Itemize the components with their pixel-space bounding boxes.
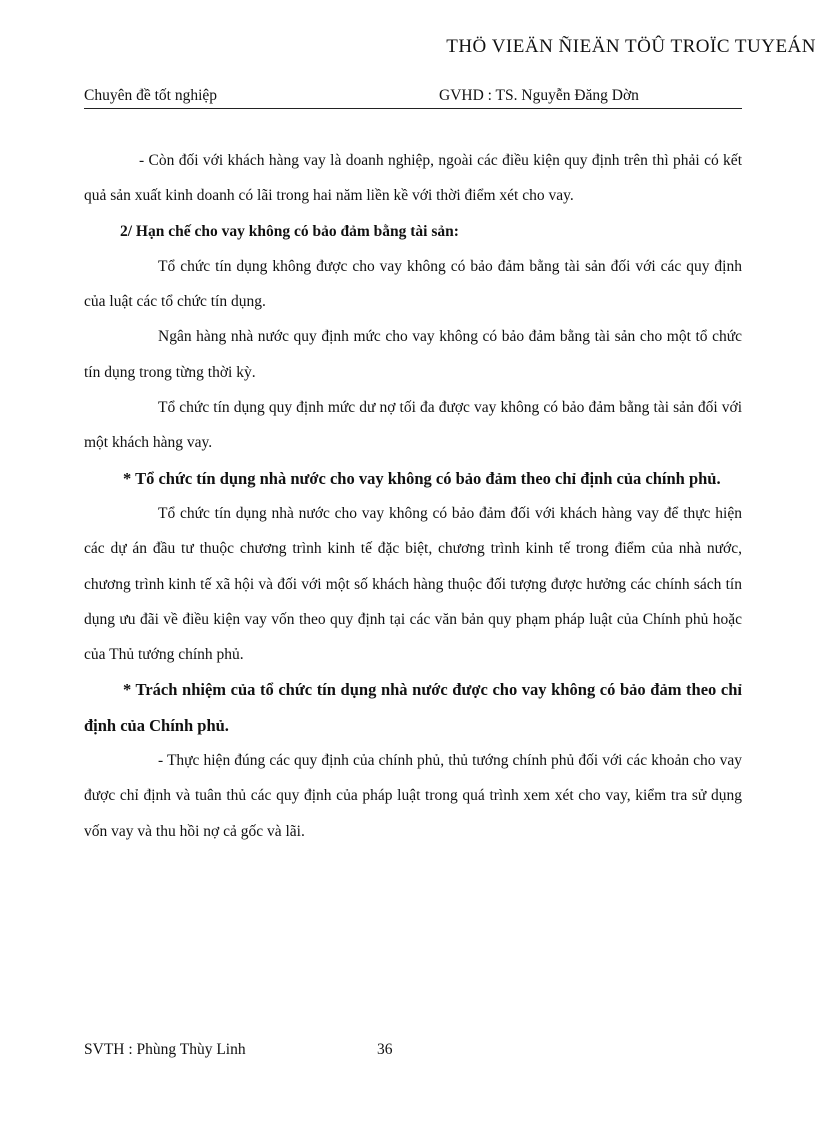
paragraph-credit-institution-rule: Tổ chức tín dụng không được cho vay không có bảo đảm bằng tài sản đối với các quy định của luật các tổ chức tín dụng. [84, 257, 742, 311]
page-header [84, 86, 742, 109]
library-watermark: THÖ VIEÄN ÑIEÄN TÖÛ TROÏC TUYEÁN [446, 36, 816, 57]
section-heading-unsecured-limits: 2/ Hạn chế cho vay không có bảo đảm bằng tài sản: [120, 222, 459, 240]
header-document-type: Chuyên đề tốt nghiệp [84, 87, 218, 104]
document-body [84, 143, 742, 849]
paragraph-business-borrower: - Còn đối với khách hàng vay là doanh nghiệp, ngoài các điều kiện quy định trên thì phải có kết quả sản xuất kinh doanh có lãi trong hai năm liền kề với thời điểm xét cho vay. [84, 152, 742, 205]
section-heading-government-designation: * Tổ chức tín dụng nhà nước cho vay không có bảo đảm theo chỉ định của chính phủ. [123, 468, 721, 488]
paragraph-max-debt-rule: Tổ chức tín dụng quy định mức dư nợ tối đa được vay không có bảo đảm bằng tài sản đối với một khách hàng vay. [84, 399, 742, 452]
page-number: 36 [377, 1041, 393, 1058]
section-heading-responsibilities: * Trách nhiệm của tổ chức tín dụng nhà nước được cho vay không có bảo đảm theo chỉ định của Chính phủ. [84, 680, 742, 735]
paragraph-government-projects: Tổ chức tín dụng nhà nước cho vay không có bảo đảm đối với khách hàng vay để thực hiện các dự án đầu tư thuộc chương trình kinh tế đặc biệt, chương trình kinh tế trong điểm của nhà nước, chương trình kinh tế xã hội và đối với một số khách hàng thuộc đối tượng được hưởng các chính sách tín dụng ưu đãi về điều kiện vay vốn theo quy định tại các văn bản quy phạm pháp luật của Chính phủ hoặc của Thủ tướng chính phủ. [84, 504, 742, 664]
paragraph-compliance: - Thực hiện đúng các quy định của chính phủ, thủ tướng chính phủ đối với các khoản cho vay được chỉ định và tuân thủ các quy định của pháp luật trong quá trình xem xét cho vay, kiểm tra sử dụng vốn vay và thu hồi nợ cả gốc và lãi. [84, 752, 742, 840]
header-supervisor: GVHD : TS. Nguyễn Đăng Dờn [439, 87, 639, 104]
footer-student-name: SVTH : Phùng Thùy Linh [84, 1041, 246, 1058]
paragraph-state-bank-rule: Ngân hàng nhà nước quy định mức cho vay không có bảo đảm bằng tài sản cho một tổ chức tín dụng trong từng thời kỳ. [84, 328, 742, 381]
